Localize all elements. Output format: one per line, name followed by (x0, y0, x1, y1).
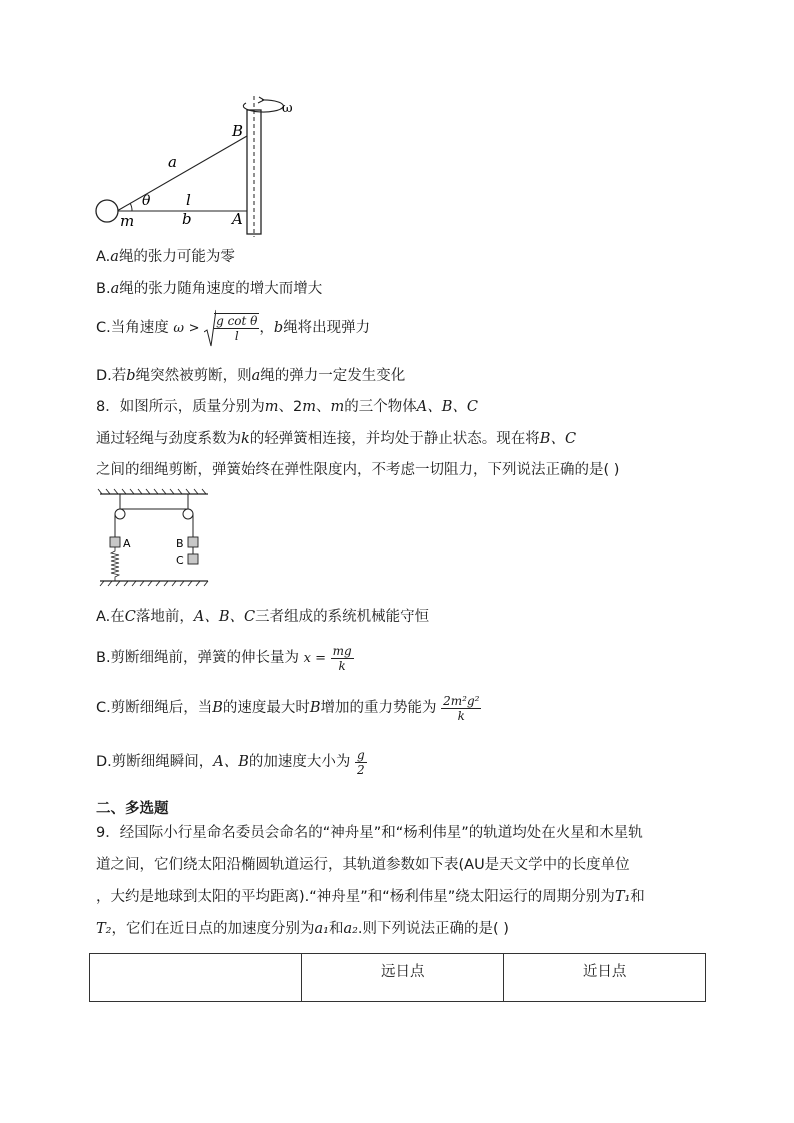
label-l: l (186, 191, 191, 209)
block-A-label: A (123, 537, 131, 550)
q8-stem-line1: 8．如图所示，质量分别为m、2m、m的三个物体A、B、C (96, 399, 478, 415)
q8-stem-line3: 之间的细绳剪断，弹簧始终在弹性限度内，不考虑一切阻力，下列说法正确的是( ) (96, 462, 620, 478)
table-header-cell: 远日点 (302, 954, 504, 1002)
label-B: B (232, 122, 244, 140)
figure-pulley-spring (96, 488, 212, 590)
omega-label: ω (282, 101, 293, 116)
section-heading: 二、多选题 (96, 801, 169, 817)
q9-stem-line2: 道之间，它们绕太阳沿椭圆轨道运行，其轨道参数如下表(AU是天文学中的长度单位 (96, 857, 630, 873)
q9-stem-line3: ，大约是地球到太阳的平均距离).“神舟星”和“杨利伟星”绕太阳运行的周期分别为T₁和 (96, 889, 645, 905)
figure-rotating-pole (90, 92, 300, 242)
block-B-label: B (176, 537, 184, 550)
q7-option-b: B.a绳的张力随角速度的增大而增大 (96, 281, 323, 297)
label-theta: θ (142, 193, 151, 209)
table-header-row (90, 954, 706, 1002)
q7-option-d: D.若b绳突然被剪断，则a绳的弹力一定发生变化 (96, 368, 406, 384)
label-m: m (120, 212, 135, 230)
q9-stem-line1: 9．经国际小行星命名委员会命名的“神舟星”和“杨利伟星”的轨道均处在火星和木星轨 (96, 825, 643, 841)
q8-option-b: B.剪断细绳前，弹簧的伸长量为 x = $\frac{mg}{k}$ (96, 643, 352, 673)
label-b: b (182, 210, 192, 228)
q7-option-c: C.当角速度 ω > $\frac{\text{g cot θ}}{l}$ ，b绳将出现弹力 (96, 310, 370, 347)
q8-option-d: D.剪断细绳瞬间，A、B的加速度大小为 $\frac{g}{2}$ (96, 747, 365, 777)
table-header-cell: 近日点 (504, 954, 706, 1002)
block-C-label: C (176, 554, 184, 567)
label-A: A (232, 210, 243, 228)
q7-option-a: A.a绳的张力可能为零 (96, 249, 235, 265)
q8-option-a: A.在C落地前，A、B、C三者组成的系统机械能守恒 (96, 609, 430, 625)
q8-stem-line2: 通过轻绳与劲度系数为k的轻弹簧相连接，并均处于静止状态。现在将B、C (96, 431, 577, 447)
q8-option-c: C.剪断细绳后，当B的速度最大时B增加的重力势能为 $\frac{\text{2m²g²}}{k}$ (96, 693, 480, 723)
table-header-cell (90, 954, 302, 1002)
orbit-parameters-table (89, 953, 706, 1002)
label-a: a (168, 153, 177, 171)
q9-stem-line4: T₂，它们在近日点的加速度分别为a₁和a₂.则下列说法正确的是( ) (96, 921, 509, 937)
